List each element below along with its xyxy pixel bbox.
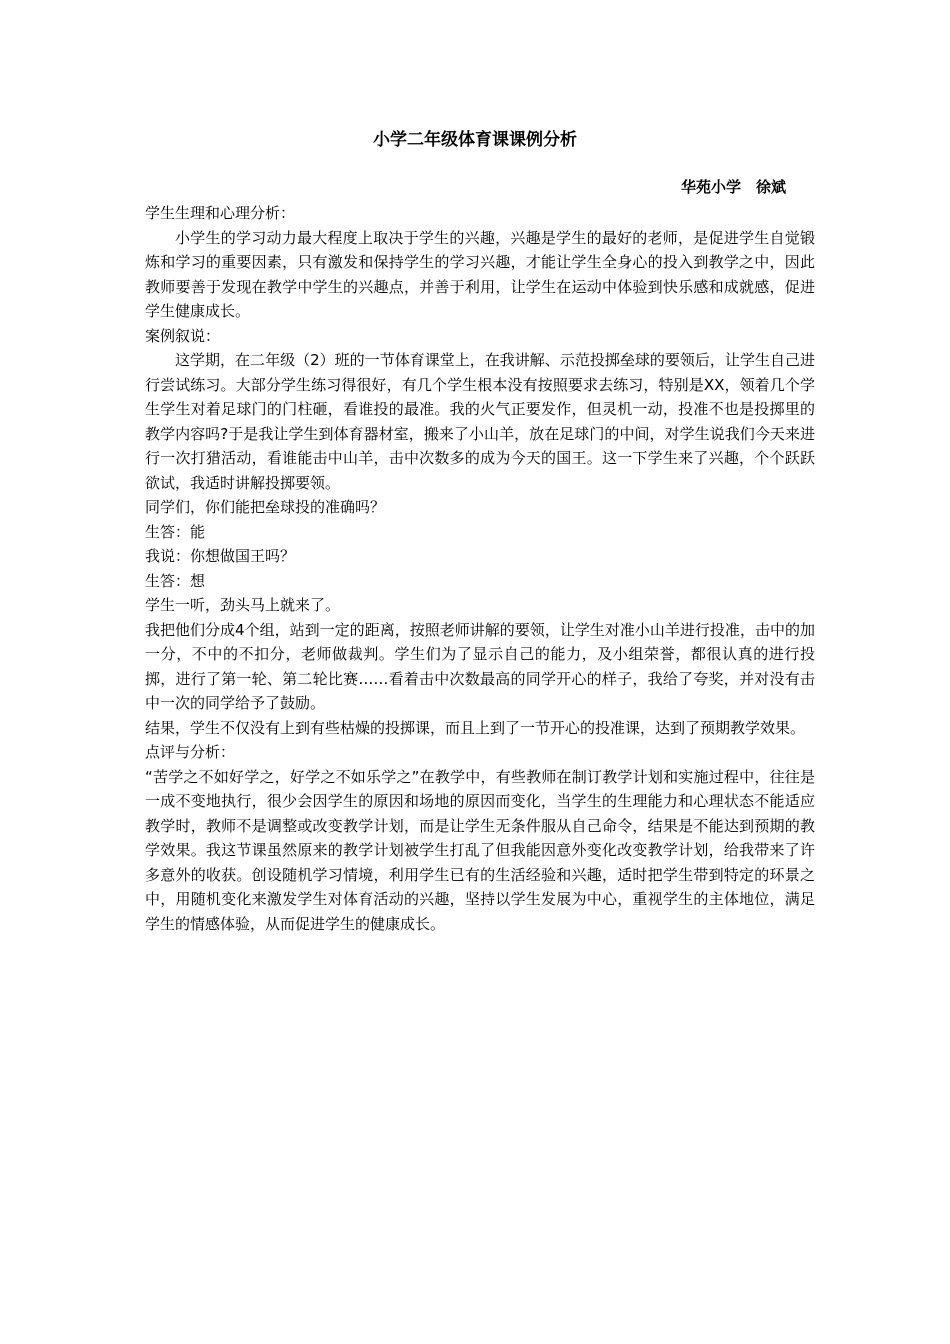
paragraph: 学生一听，劲头马上就来了。 [145,596,341,614]
paragraph: 点评与分析： [145,743,236,761]
paragraph: 生答：能 [145,522,206,541]
paragraph: 生答：想 [145,571,206,590]
paragraph: “苦学之不如好学之，好学之不如乐学之”在教学中，有些教师在制订教学计划和实施过程中，往往是一成不变地执行，很少会因学生的原因和场地的原因而变化，当学生的生理能力和心理状态不能适应教学时，教师不是调整或改变教学计划，而是让学生无条件服从自己命令，结果是不能达到预期的教学效果。我这节课虽然原来的教学计划被学生打乱了但我能因意外变化改变教学计划，给我带来了许多意外的收获。创设随机学习情境，利用学生已有的生活经验和兴趣，适时把学生带到特定的环景之中，用随机变化来激发学生对体育活动的兴趣，坚持以学生发展为中心，重视学生的主体地位，满足学生的情感体验，从而促进学生的健康成长。 [145,767,815,933]
paragraph: 小学生的学习动力最大程度上取决于学生的兴趣，兴趣是学生的最好的老师，是促进学生自觉锻炼和学习的重要因素，只有激发和保持学生的学习兴趣，才能让学生全身心的投入到教学之中，因此教师要善于发现在教学中学生的兴趣点，并善于利用，让学生在运动中体验到快乐感和成就感，促进学生健康成长。 [145,228,815,320]
paragraph: 案例叙说： [145,326,221,345]
paragraph: 我说：你想做国王吗？ [145,547,296,565]
paragraph: 同学们，你们能把垒球投的准确吗？ [145,498,386,516]
document-author: 华苑小学 徐斌 [680,178,786,196]
paragraph: 学生生理和心理分析： [145,204,296,222]
paragraph: 结果，学生不仅没有上到有些枯燥的投掷课，而且上到了一节开心的投准课，达到了预期教学效果。 [145,718,806,737]
document-body [145,201,815,936]
paragraph: 我把他们分成4个组，站到一定的距离，按照老师讲解的要领，让学生对准小山羊进行投准，击中的加一分，不中的不扣分，老师做裁判。学生们为了显示自己的能力，及小组荣誉，都很认真的进行投掷，进行了第一轮、第二轮比赛……看着击中次数最高的同学开心的样子，我给了夸奖，并对没有击中一次的同学给予了鼓励。 [145,620,815,712]
document-title: 小学二年级体育课课例分析 [373,130,577,150]
paragraph: 这学期，在二年级（2）班的一节体育课堂上，在我讲解、示范投掷垒球的要领后，让学生自己进行尝试练习。大部分学生练习得很好，有几个学生根本没有按照要求去练习，特别是XX，领着几个学生学生对着足球门的门柱砸，看谁投的最准。我的火气正要发作，但灵机一动，投准不也是投掷里的教学内容吗?于是我让学生到体育器材室，搬来了小山羊，放在足球门的中间，对学生说我们今天来进行一次打猎活动，看谁能击中山羊，击中次数多的成为今天的国王。这一下学生来了兴趣，个个跃跃欲试，我适时讲解投掷要领。 [145,351,815,492]
